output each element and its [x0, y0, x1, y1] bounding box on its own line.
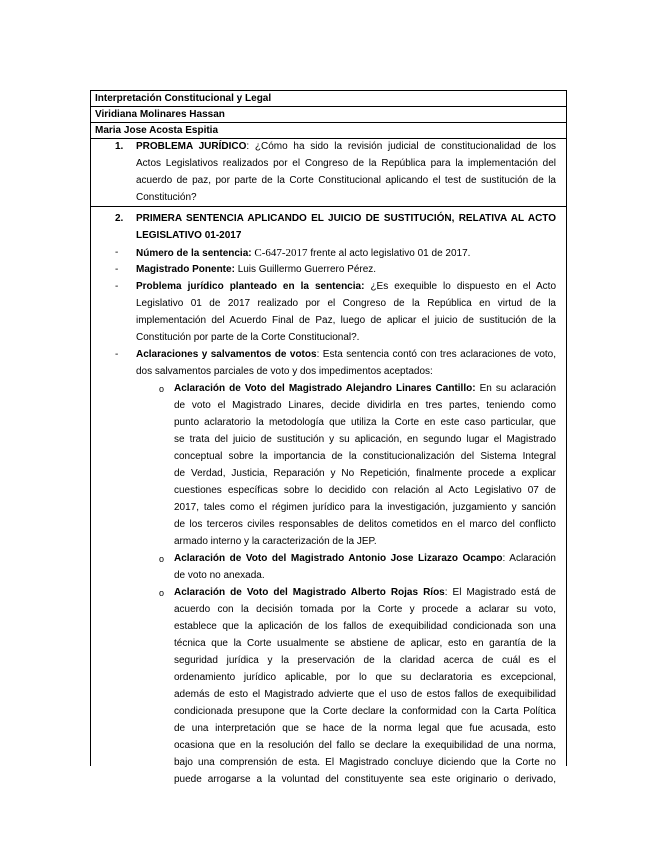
aclaracion-lizarazo: Aclaración de Voto del Magistrado Antonio Jose Lizarazo Ocampo: Aclaración — [174, 553, 556, 564]
text-line: armado interno y la caracterización de la JEP. — [174, 536, 377, 547]
text-line: bajo una comprensión de esta. El Magistrado concluye diciendo que la Corte no — [174, 757, 556, 768]
aclaraciones: Aclaraciones y salvamentos de votos: Esta sentencia contó con tres aclaraciones de voto, — [136, 349, 556, 360]
author2-cell — [90, 122, 567, 139]
author-name: Maria Jose Acosta Espitia — [95, 125, 219, 136]
dash-marker: - — [115, 349, 119, 360]
text-line: punto aclaratorio la metodología que utiliza la Corte en este caso particular, que — [174, 417, 556, 428]
text-line: de Verdad, Justicia, Reparación y No Repetición, finalmente procede a explicar — [174, 468, 556, 479]
text-line: 2017, tales como el régimen jurídico para la investigación, juzgamiento y sanción — [174, 502, 556, 513]
text-line: seguridad jurídica y la preservación de la claridad acerca de cuál es el — [174, 655, 556, 666]
text-line: Actos Legislativos realizados por el Congreso de la República para la implementación del — [136, 158, 556, 169]
bullet-marker: o — [159, 384, 165, 394]
course-title: Interpretación Constitucional y Legal — [95, 93, 272, 104]
course-title-cell — [90, 90, 567, 107]
text-line: Constitución por parte de la Corte Constitucional?. — [136, 332, 360, 343]
bullet-marker: o — [159, 554, 165, 564]
text-line: cuestiones específicas sobre lo decidido con relación al Acto Legislativo 07 de — [174, 485, 556, 496]
text-line: se trata del juicio de sustitución y su aplicación, en segundo lugar el Magistrado — [174, 434, 556, 445]
author-name: Viridiana Molinares Hassan — [95, 109, 225, 120]
dash-marker: - — [115, 247, 119, 258]
document-table — [90, 90, 567, 785]
text-line: de voto el Magistrado Linares, decide dividirla en tres partes, teniendo como — [174, 400, 556, 411]
text-line: establece que la aplicación de los fallos de exequibilidad condicionada son una — [174, 621, 556, 632]
bullet-marker: o — [159, 588, 165, 598]
dash-marker: - — [115, 281, 119, 292]
text-line: dos salvamentos parciales de voto y dos impedimentos aceptados: — [136, 366, 433, 377]
section-title: LEGISLATIVO 01-2017 — [136, 230, 242, 241]
text-line: además de esto el Magistrado advierte que el uso de estos fallos de exequibilidad — [174, 689, 556, 700]
text-line: Legislativo 01 de 2017 realizado por el Congreso de la República en virtud de la — [136, 298, 556, 309]
numero-sentencia: Número de la sentencia: C-647-2017 frente al acto legislativo 01 de 2017. — [136, 247, 471, 259]
text-line: Constitución? — [136, 192, 197, 203]
aclaracion-rojas: Aclaración de Voto del Magistrado Alberto Rojas Ríos: El Magistrado está de — [174, 587, 556, 598]
primera-sentencia-cell — [90, 206, 567, 785]
text-line: puede arrogarse a la voluntad del constituyente sea este originario o derivado, — [174, 774, 556, 785]
text-line: de los terceros civiles responsables de delitos cometidos en el marco del conflicto — [174, 519, 556, 530]
text-line: ocasiona que en la resolución del fallo se declare la exequibilidad de una norma, — [174, 740, 556, 751]
text-line: de voto no anexada. — [174, 570, 265, 581]
aclaracion-linares: Aclaración de Voto del Magistrado Alejandro Linares Cantillo: En su aclaración — [174, 383, 556, 394]
text-line: PROBLEMA JURÍDICO: ¿Cómo ha sido la revisión judicial de constitucionalidad de los — [136, 141, 557, 152]
text-line: acuerdo con la decisión tomada por la Corte y procede a aclarar su voto, — [174, 604, 556, 615]
problema-planteado: Problema jurídico planteado en la sentencia: ¿Es exequible lo dispuesto en el Acto — [136, 281, 557, 292]
text-line: acuerdo de paz, por parte de la Corte Constitucional aplicando el test de sustitución de la — [136, 175, 556, 186]
section-number: 2. — [115, 213, 124, 224]
author1-cell — [90, 106, 567, 123]
text-line: ordenamiento jurídico aplicable, por lo que su declaratoria es excepcional, — [174, 672, 556, 683]
section-number: 1. — [115, 141, 124, 152]
dash-marker: - — [115, 264, 119, 275]
text-line: implementación del Acuerdo Final de Paz, luego de aplicar el juicio de sustitución de la — [136, 315, 556, 326]
section-title: PRIMERA SENTENCIA APLICANDO EL JUICIO DE SUSTITUCIÓN, RELATIVA AL ACTO — [136, 213, 556, 224]
text-line: condicionada presupone que la Corte declare la conformidad con la Carta Política — [174, 706, 556, 717]
text-line: conceptual sobre la importancia de la constitucionalización del Sistema Integral — [174, 451, 556, 462]
text-line: de una interpretación que se hace de la norma legal que fue acusada, esto — [174, 723, 556, 734]
problema-juridico-cell — [90, 138, 567, 207]
text-line: técnica que la Corte usualmente se abstiene de aplicar, esto en garantía de la — [174, 638, 556, 649]
magistrado-ponente: Magistrado Ponente: Luis Guillermo Guerrero Pérez. — [136, 264, 377, 275]
